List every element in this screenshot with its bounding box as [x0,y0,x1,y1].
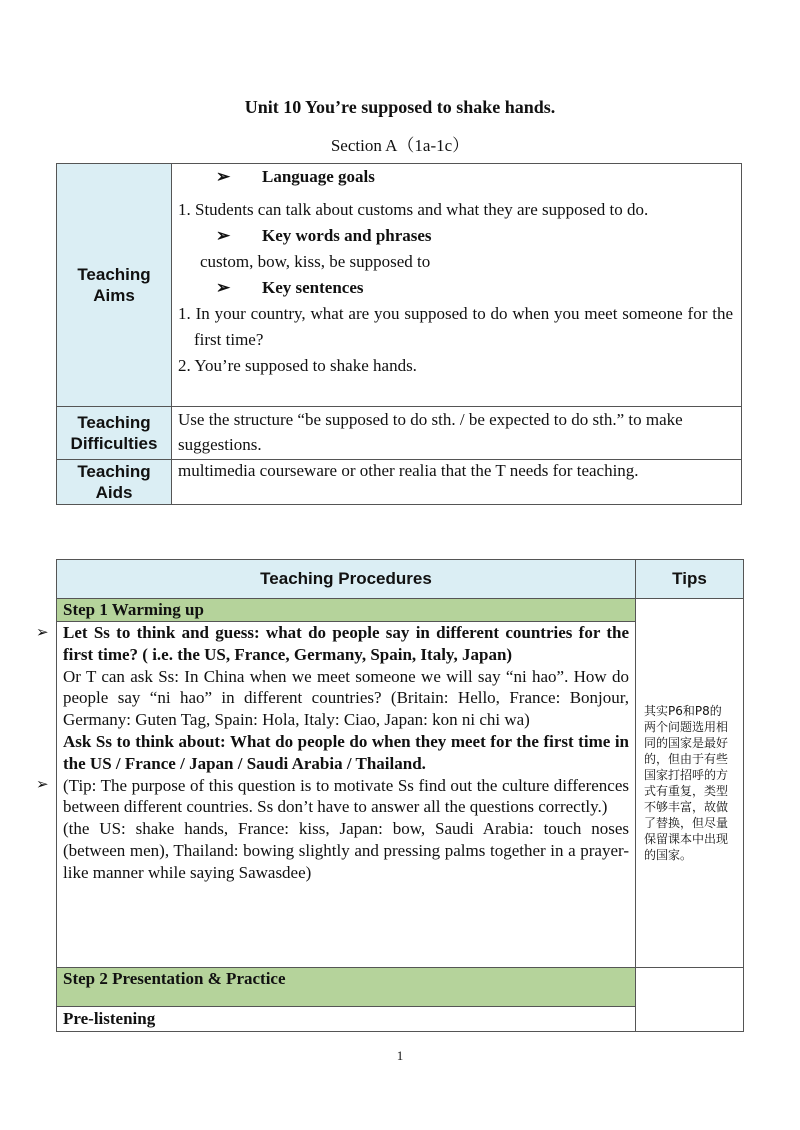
step-1-title: Step 1 Warming up [57,599,636,622]
tips-cell [636,599,744,968]
teaching-difficulties-text: Use the structure “be supposed to do sth. / be expected to do sth.” to make suggestions. [172,407,742,460]
procedures-header: Teaching Procedures [57,560,636,599]
key-sentences-heading: Key sentences [262,278,364,297]
pre-listening-label: Pre-listening [57,1007,636,1032]
language-goals-heading: Language goals [262,167,375,186]
sentence-item: 1. In your country, what are you supposed to do when you meet someone for the first time? [178,304,733,349]
tip-text: 其实P6和P8的两个问题选用相同的国家是最好的，但由于有些国家打招呼的方式有重复，类型不够丰富，故做了替换，但尽量保留课本中出现的国家。 [644,704,729,862]
key-words-text: custom, bow, kiss, be supposed to [200,252,431,271]
teaching-aims-table [56,163,742,505]
task-2-answers: (the US: shake hands, France: kiss, Japan: bow, Saudi Arabia: touch noses (between men), Thailand: bowing slightly and pressing palms together in a prayer-like manner while saying Sawasdee) [63,819,629,882]
teaching-difficulties-label: Teaching Difficulties [57,407,172,460]
goal-item: 1. Students can talk about customs and what they are supposed to do. [178,200,649,219]
page-number: 1 [396,1048,404,1063]
teaching-aims-content [172,164,742,407]
tips-cell-empty [636,968,744,1032]
key-words-heading: Key words and phrases [262,226,432,245]
task-2-tip: (Tip: The purpose of this question is to motivate Ss find out the culture differences between different countries. Ss don’t have to answer all the questions correctly.) [63,775,629,817]
arrow-bullet-icon: ➢ [36,777,49,793]
document-subtitle: Section A（1a-1c） [330,136,470,155]
teaching-aids-text: multimedia courseware or other realia that the T needs for teaching. [172,460,742,505]
teaching-procedures-table [56,559,744,1032]
arrow-bullet-icon: ➢ [216,167,231,186]
arrow-bullet-icon: ➢ [36,625,49,641]
task-1: Let Ss to think and guess: what do people say in different countries for the first time? ( i.e. the US, France, Germany, Spain, Italy, Japan) [63,623,629,664]
task-2: Ask Ss to think about: What do people do when they meet for the first time in the US / France / Japan / Saudi Arabia / Thailand. [63,731,629,773]
task-1-note: Or T can ask Ss: In China when we meet someone we will say “ni hao”. How do people say “ni hao” in different countries? (Britain: Hello, France: Bonjour, Germany: Guten Tag, Spain: Hola, Italy: Ciao, Japan: kon ni chi wa) [63,666,629,730]
step-1-content [57,622,636,968]
teaching-aids-label: Teaching Aids [57,460,172,505]
sentence-item: 2. You’re supposed to shake hands. [178,356,417,375]
arrow-bullet-icon: ➢ [216,226,231,245]
teaching-aims-label: Teaching Aims [57,164,172,407]
tips-header: Tips [636,560,744,599]
step-2-title: Step 2 Presentation & Practice [57,968,636,1007]
document-title: Unit 10 You’re supposed to shake hands. [244,97,556,117]
arrow-bullet-icon: ➢ [216,278,231,297]
